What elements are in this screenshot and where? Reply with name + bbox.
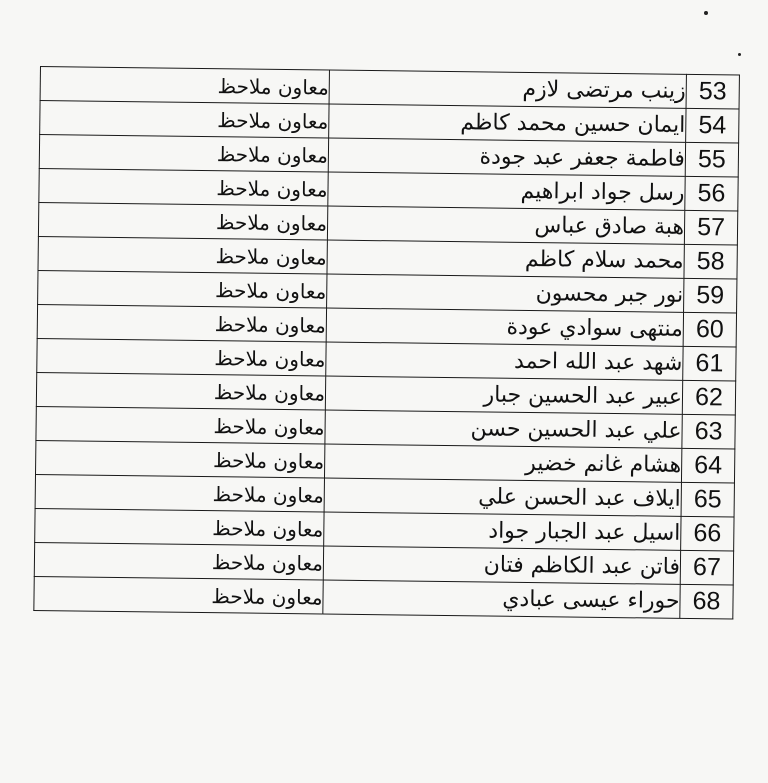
ink-speck — [704, 11, 708, 15]
employee-role: معاون ملاحظ — [36, 406, 325, 444]
row-number: 61 — [683, 346, 736, 381]
employee-name: اسيل عبد الجبار جواد — [324, 512, 681, 550]
row-number: 57 — [684, 210, 737, 245]
employee-role: معاون ملاحظ — [36, 372, 325, 410]
document-page — [33, 66, 740, 620]
employee-role: معاون ملاحظ — [34, 576, 323, 614]
employee-role: معاون ملاحظ — [38, 236, 327, 274]
employee-role: معاون ملاحظ — [38, 202, 327, 240]
row-number: 59 — [684, 278, 737, 313]
employee-name: نور جبر محسون — [327, 274, 684, 312]
row-number: 66 — [681, 516, 734, 551]
employee-name: علي عبد الحسين حسن — [325, 410, 682, 448]
employee-name: حوراء عيسى عبادي — [323, 580, 680, 618]
employee-role: معاون ملاحظ — [40, 67, 329, 105]
row-number: 64 — [681, 448, 734, 483]
employee-role: معاون ملاحظ — [35, 474, 324, 512]
employee-name: محمد سلام كاظم — [327, 240, 684, 278]
employee-name: عبير عبد الحسين جبار — [325, 376, 682, 414]
row-number: 62 — [682, 380, 735, 415]
employee-role: معاون ملاحظ — [35, 508, 324, 546]
row-number: 63 — [682, 414, 735, 449]
employee-role: معاون ملاحظ — [34, 542, 323, 580]
employee-name: رسل جواد ابراهيم — [328, 172, 685, 210]
table-row — [34, 576, 733, 619]
row-number: 67 — [680, 550, 733, 585]
employee-name: هشام غانم خضير — [324, 444, 681, 482]
employee-role: معاون ملاحظ — [37, 338, 326, 376]
ink-speck — [738, 53, 741, 56]
employee-role: معاون ملاحظ — [37, 304, 326, 342]
row-number: 53 — [686, 74, 739, 109]
employee-name: ايمان حسين محمد كاظم — [329, 104, 686, 142]
employee-role: معاون ملاحظ — [36, 440, 325, 478]
row-number: 65 — [681, 482, 734, 517]
employee-name: فاطمة جعفر عبد جودة — [328, 138, 685, 176]
row-number: 56 — [685, 176, 738, 211]
staff-table — [33, 66, 740, 620]
employee-name: شهد عبد الله احمد — [326, 342, 683, 380]
employee-name: هبة صادق عباس — [327, 206, 684, 244]
row-number: 54 — [686, 108, 739, 143]
employee-role: معاون ملاحظ — [39, 135, 328, 173]
employee-name: فاتن عبد الكاظم فتان — [323, 546, 680, 584]
row-number: 55 — [685, 142, 738, 177]
employee-role: معاون ملاحظ — [40, 101, 329, 139]
staff-table-body — [34, 67, 740, 619]
row-number: 60 — [683, 312, 736, 347]
row-number: 58 — [684, 244, 737, 279]
employee-role: معاون ملاحظ — [39, 168, 328, 206]
employee-name: منتهى سوادي عودة — [326, 308, 683, 346]
employee-name: ايلاف عبد الحسن علي — [324, 478, 681, 516]
employee-name: زينب مرتضى لازم — [329, 70, 686, 108]
row-number: 68 — [680, 584, 733, 619]
employee-role: معاون ملاحظ — [38, 270, 327, 308]
